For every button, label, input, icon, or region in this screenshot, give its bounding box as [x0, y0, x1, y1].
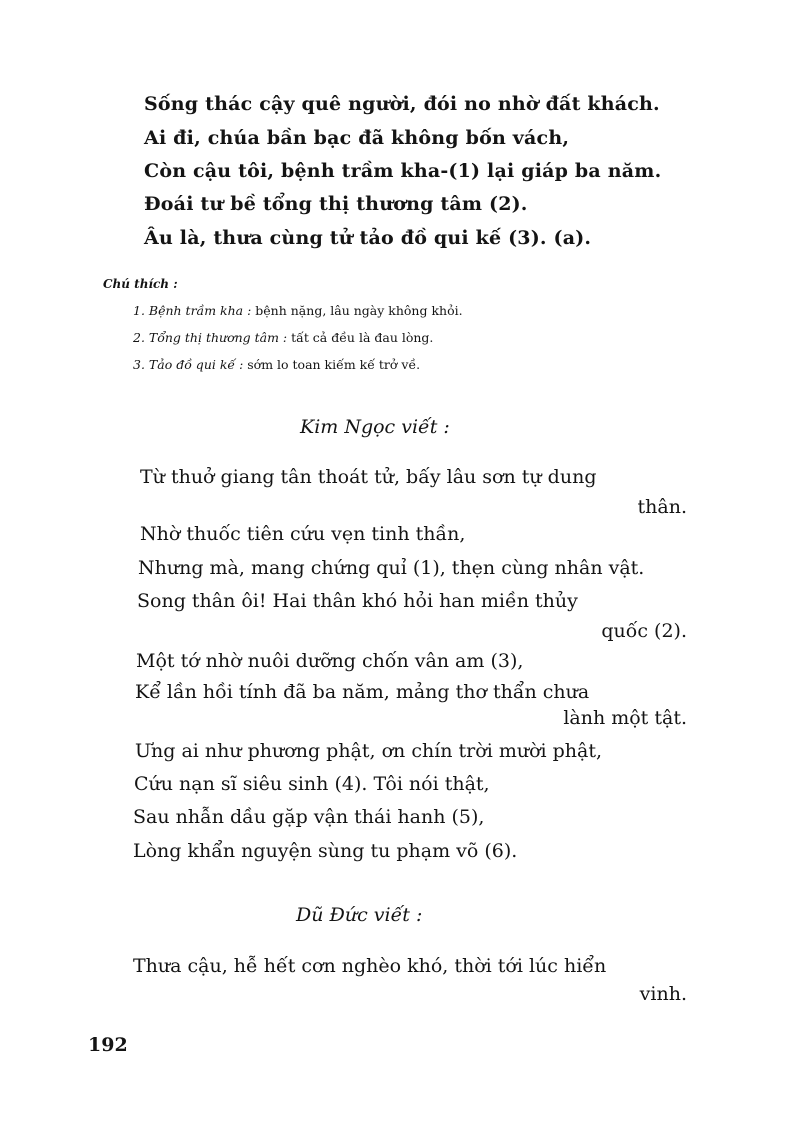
- verse-line: Song thân ôi! Hai thân khó hỏi han miền thủy: [137, 590, 578, 612]
- verse-line: Cứu nạn sĩ siêu sinh (4). Tôi nói thật,: [134, 773, 490, 795]
- footnote: [133, 303, 463, 318]
- footnote-text: sớm lo toan kiếm kế trở về.: [243, 357, 421, 372]
- footnote-term: 3. Tảo đồ qui kế :: [133, 357, 244, 372]
- poem-line: Âu là, thưa cùng tử tảo đồ qui kế (3). (a).: [144, 227, 592, 249]
- speaker-heading: Kim Ngọc viết :: [300, 416, 450, 438]
- footnote-text: bệnh nặng, lâu ngày không khỏi.: [251, 303, 463, 318]
- verse-line: Nhưng mà, mang chứng quỉ (1), thẹn cùng nhân vật.: [138, 557, 645, 579]
- verse-line: Một tớ nhờ nuôi dưỡng chốn vân am (3),: [136, 650, 524, 672]
- verse-continuation: lành một tật.: [563, 707, 687, 729]
- verse-line: Lòng khẩn nguyện sùng tu phạm võ (6).: [133, 840, 518, 862]
- verse-line: Ưng ai như phương phật, ơn chín trời mười phật,: [135, 740, 603, 762]
- poem-line: Ai đi, chúa bần bạc đã không bốn vách,: [144, 127, 570, 149]
- footnote-term: 2. Tổng thị thương tâm :: [133, 330, 288, 345]
- verse-line: Sau nhẫn dầu gặp vận thái hanh (5),: [133, 806, 485, 828]
- footnote-term: 1. Bệnh trầm kha :: [133, 303, 252, 318]
- verse-line: Từ thuở giang tân thoát tử, bấy lâu sơn tự dung: [140, 466, 597, 488]
- poem-line: Đoái tư bề tổng thị thương tâm (2).: [144, 193, 528, 215]
- footnote-text: tất cả đều là đau lòng.: [287, 330, 434, 345]
- verse-line: Thưa cậu, hễ hết cơn nghèo khó, thời tới lúc hiển: [133, 955, 607, 977]
- page-number: 192: [88, 1034, 128, 1056]
- footnote: [133, 357, 420, 372]
- poem-line: Còn cậu tôi, bệnh trầm kha-(1) lại giáp ba năm.: [144, 160, 662, 182]
- notes-title: Chú thích :: [103, 277, 178, 291]
- verse-continuation: vinh.: [639, 983, 687, 1005]
- poem-line: Sống thác cậy quê người, đói no nhờ đất khách.: [144, 93, 660, 115]
- verse-line: Nhờ thuốc tiên cứu vẹn tinh thần,: [140, 523, 466, 545]
- verse-line: Kể lần hồi tính đã ba năm, mảng thơ thẩn chưa: [135, 681, 590, 703]
- verse-continuation: thân.: [637, 496, 687, 518]
- footnote: [133, 330, 433, 345]
- verse-continuation: quốc (2).: [601, 620, 687, 642]
- speaker-heading: Dũ Đức viết :: [296, 904, 423, 926]
